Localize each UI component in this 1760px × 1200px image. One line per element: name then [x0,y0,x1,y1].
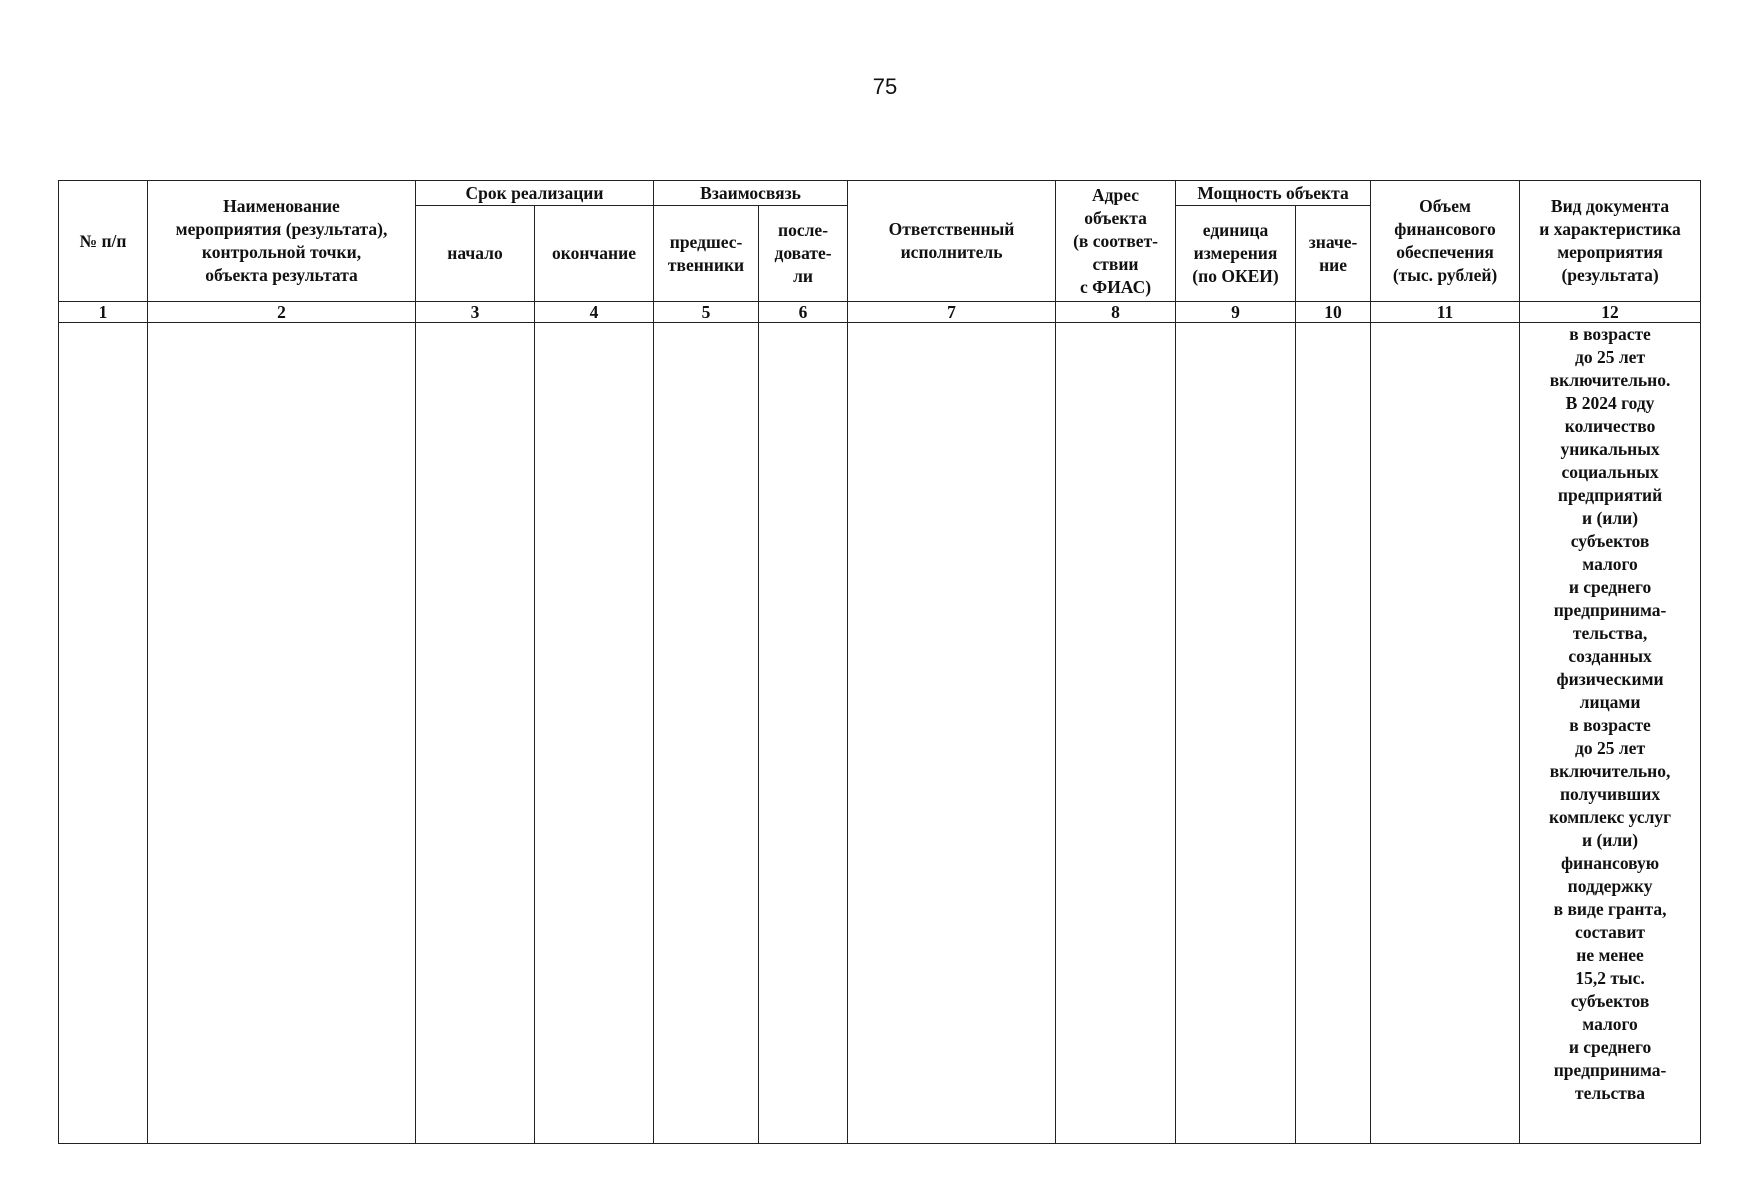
cell-responsible [848,323,1056,1144]
header-link-next: после- довате- ли [759,206,848,302]
header-doc-type: Вид документа и характеристика мероприятия (результата) [1520,181,1701,302]
cell-doc-type: в возрасте до 25 лет включительно. В 2024 году количество уникальных социальных предприятий и (или) субъектов малого и среднего предпринима- тельства, созданных физическими лицами в возрасте до 25 лет включительно, получивших комплекс услуг и (или) финансовую поддержку в виде гранта, составит не менее 15,2 тыс. субъектов малого и среднего предпринима- тельства [1520,323,1701,1144]
cell-value [1296,323,1371,1144]
cell-link-next [759,323,848,1144]
cell-name [148,323,416,1144]
column-number: 3 [416,302,535,323]
column-number: 1 [59,302,148,323]
column-number: 9 [1176,302,1296,323]
page-number: 75 [872,74,898,99]
column-number: 7 [848,302,1056,323]
cell-unit [1176,323,1296,1144]
column-number: 6 [759,302,848,323]
activities-table [58,180,1701,1144]
header-unit: единица измерения (по ОКЕИ) [1176,206,1296,302]
header-value: значе- ние [1296,206,1371,302]
header-term-end: окончание [535,206,654,302]
cell-term-end [535,323,654,1144]
header-capacity-group: Мощность объекта [1176,181,1371,206]
header-name: Наименование мероприятия (результата), контрольной точки, объекта результата [148,181,416,302]
header-responsible: Ответственный исполнитель [848,181,1056,302]
column-number: 8 [1056,302,1176,323]
cell-num [59,323,148,1144]
header-link-prev: предшес- твенники [654,206,759,302]
header-funding: Объем финансового обеспечения (тыс. рублей) [1371,181,1520,302]
header-term-group: Срок реализации [416,181,654,206]
column-number: 11 [1371,302,1520,323]
header-term-start: начало [416,206,535,302]
table-row [59,323,1701,1144]
header-address: Адрес объекта (в соответ- ствии с ФИАС) [1056,181,1176,302]
cell-term-start [416,323,535,1144]
column-numbers-row [59,302,1701,323]
cell-link-prev [654,323,759,1144]
header-link-group: Взаимосвязь [654,181,848,206]
header-row-top [59,181,1701,206]
column-number: 5 [654,302,759,323]
column-number: 10 [1296,302,1371,323]
column-number: 2 [148,302,416,323]
column-number: 4 [535,302,654,323]
cell-funding [1371,323,1520,1144]
column-number: 12 [1520,302,1701,323]
cell-address [1056,323,1176,1144]
header-num: № п/п [59,181,148,302]
